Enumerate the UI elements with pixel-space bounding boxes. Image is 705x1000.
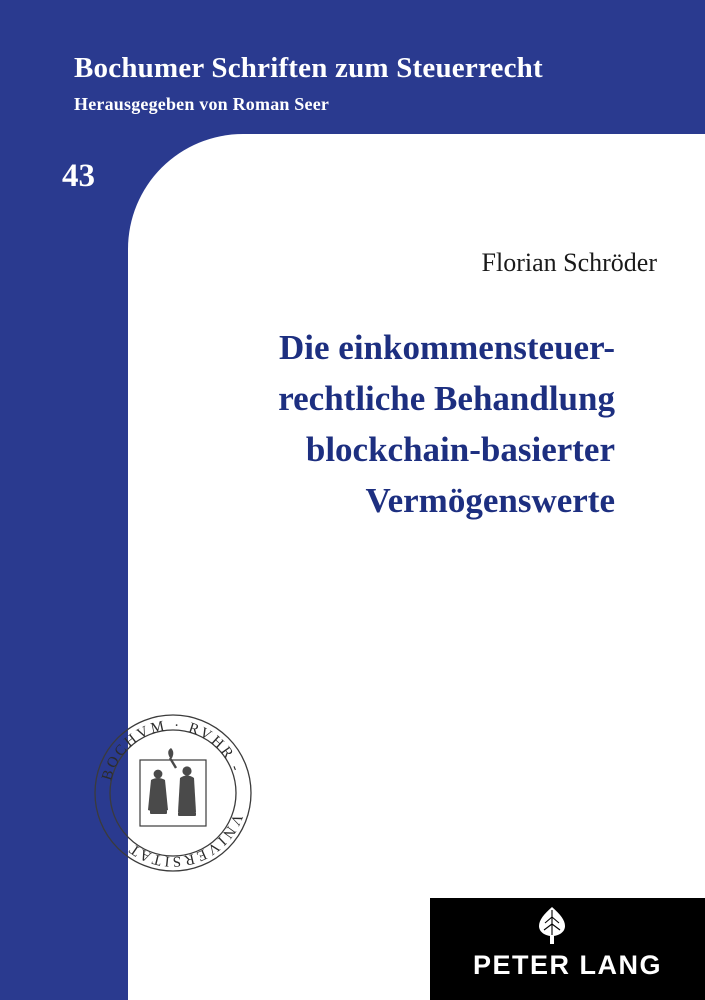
publisher-bar [430, 898, 705, 1000]
title-line-3: blockchain-basierter [305, 430, 615, 470]
svg-text:BOCHVM · RVHR -: BOCHVM · RVHR - [99, 717, 245, 783]
university-seal [92, 692, 254, 894]
svg-text:VNIVERSITAT: VNIVERSITAT [124, 811, 246, 870]
publisher-name: PETER LANG [472, 950, 662, 980]
title-line-1: Die einkommensteuer- [279, 328, 615, 367]
cover-white-bottom-left [128, 898, 430, 1000]
volume-number: 43 [62, 158, 95, 194]
title-line-2: rechtliche Behandlung [278, 379, 615, 419]
peter-lang-tree-logo-icon [530, 906, 574, 946]
series-editor: Herausgegeben von Roman Seer [74, 94, 330, 114]
book-title [150, 322, 660, 526]
title-line-4: Vermögenswerte [365, 481, 615, 521]
series-title: Bochumer Schriften zum Steuerrecht [74, 52, 543, 84]
author-name: Florian Schröder [481, 248, 657, 277]
series-band [0, 0, 705, 140]
